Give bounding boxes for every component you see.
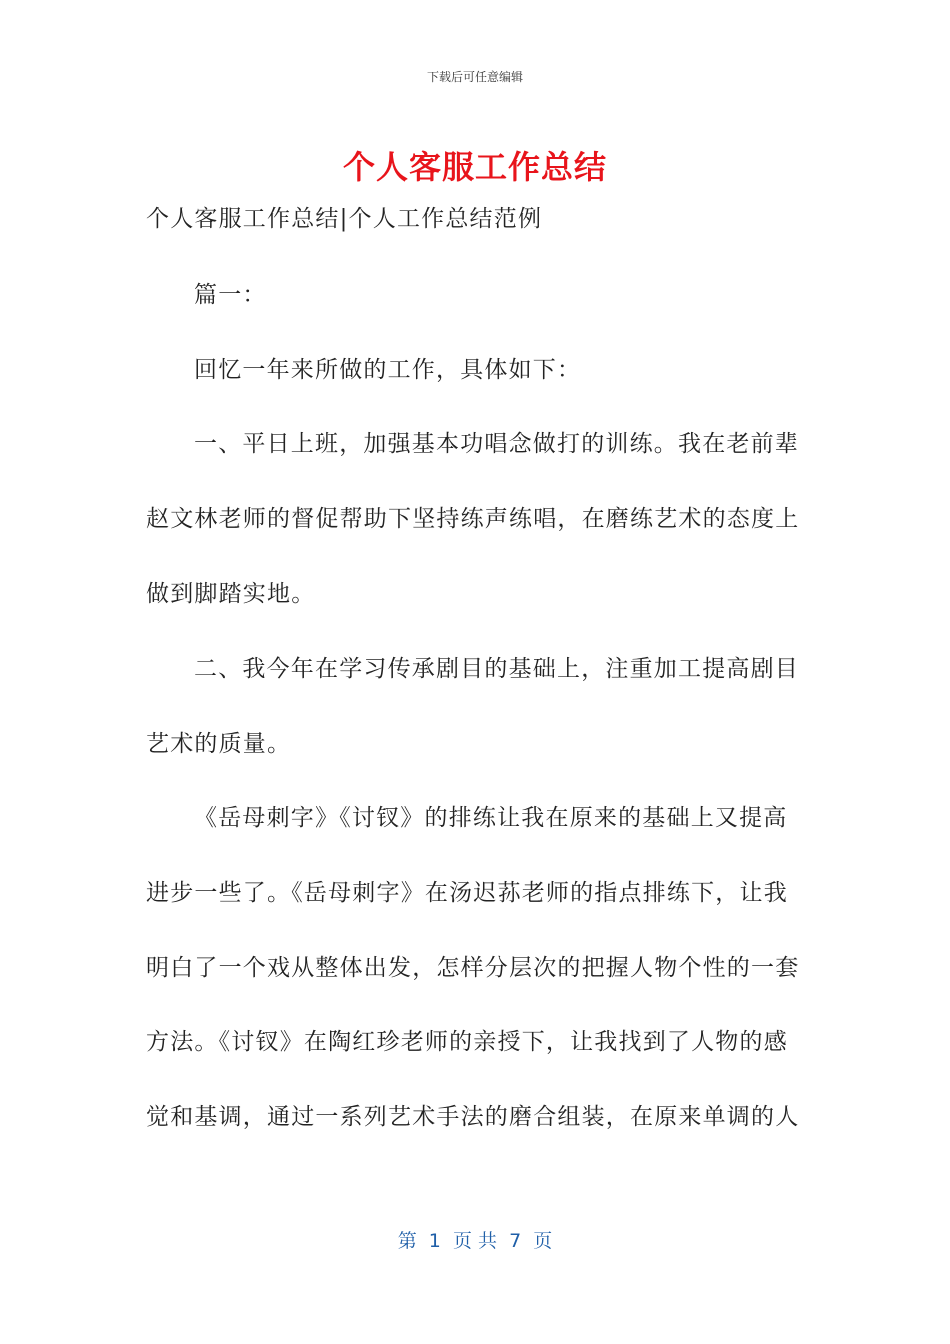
document-title: 个人客服工作总结 [342,148,607,186]
paragraph-line: 一、平日上班，加强基本功唱念做打的训练。我在老前辈 [194,431,799,457]
page-footer: 第 1 页 共 7 页 [397,1230,553,1252]
paragraph-line: 明白了一个戏从整体出发，怎样分层次的把握人物个性的一套 [146,955,800,981]
paragraph-line: 二、我今年在学习传承剧目的基础上，注重加工提高剧目 [194,656,799,682]
paragraph-line: 回忆一年来所做的工作，具体如下： [194,357,582,383]
paragraph-line: 《岳母刺字》《讨钗》的排练让我在原来的基础上又提高 [194,805,788,831]
paragraph-line: 艺术的质量。 [146,731,292,757]
header-note: 下载后可任意编辑 [426,70,523,84]
paragraph-line: 做到脚踏实地。 [146,581,316,607]
paragraph-line: 进步一些了。《岳母刺字》在汤迟荪老师的指点排练下，让我 [146,880,788,906]
paragraph-line: 觉和基调，通过一系列艺术手法的磨合组装，在原来单调的人 [146,1104,800,1130]
paragraph-line: 篇一： [194,282,267,308]
paragraph-line: 方法。《讨钗》在陶红珍老师的亲授下，让我找到了人物的感 [146,1029,788,1055]
subtitle-line: 个人客服工作总结|个人工作总结范例 [146,206,543,232]
paragraph-line: 赵文林老师的督促帮助下坚持练声练唱，在磨练艺术的态度上 [146,506,800,532]
